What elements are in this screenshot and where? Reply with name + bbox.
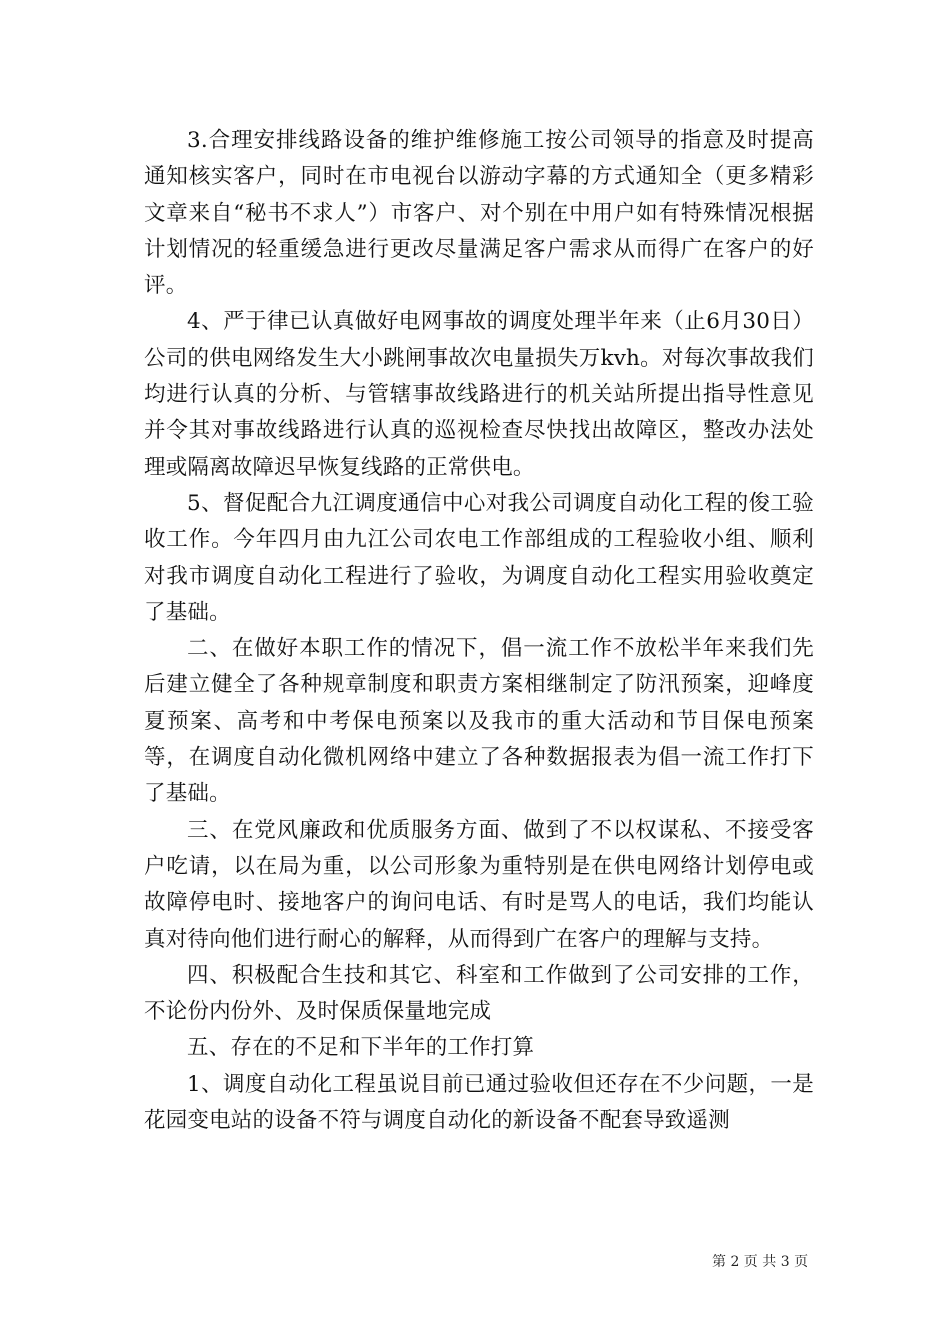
paragraph: 二、在做好本职工作的情况下，倡一流工作不放松半年来我们先后建立健全了各种规章制度和职责方案相继制定了防汛预案，迎峰度夏预案、高考和中考保电预案以及我市的重大活动和节目保电预案等，在调度自动化微机网络中建立了各种数据报表为倡一流工作打下了基础。 xyxy=(144,636,814,807)
paragraph: 四、积极配合生技和其它、科室和工作做到了公司安排的工作，不论份内份外、及时保质保量地完成 xyxy=(144,962,814,1025)
paragraph: 5、督促配合九江调度通信中心对我公司调度自动化工程的俊工验收工作。今年四月由九江公司农电工作部组成的工程验收小组、顺利对我市调度自动化工程进行了验收，为调度自动化工程实用验收奠定了基础。 xyxy=(144,490,814,625)
paragraph: 3.合理安排线路设备的维护维修施工按公司领导的指意及时提高通知核实客户，同时在市电视台以游动字幕的方式通知全（更多精彩文章来自“秘书不求人”）市客户、对个别在中用户如有特殊情况根据计划情况的轻重缓急进行更改尽量满足客户需求从而得广在客户的好评。 xyxy=(144,128,814,299)
document-body xyxy=(144,123,814,1139)
page-number-footer: 第 2 页 共 3 页 xyxy=(712,1254,809,1270)
paragraph: 4、严于律已认真做好电网事故的调度处理半年来（止6月30日）公司的供电网络发生大小跳闸事故次电量损失万kvh。对每次事故我们均进行认真的分析、与管辖事故线路进行的机关站所提出指导性意见并令其对事故线路进行认真的巡视检查尽快找出故障区，整改办法处理或隔离故障迟早恢复线路的正常供电。 xyxy=(144,309,814,480)
paragraph: 1、调度自动化工程虽说目前已通过验收但还存在不少问题，一是花园变电站的设备不符与调度自动化的新设备不配套导致遥测 xyxy=(144,1071,814,1134)
paragraph: 五、存在的不足和下半年的工作打算 xyxy=(187,1035,535,1061)
paragraph: 三、在党风廉政和优质服务方面、做到了不以权谋私、不接受客户吃请，以在局为重，以公司形象为重特别是在供电网络计划停电或故障停电时、接地客户的询问电话、有时是骂人的电话，我们均能认真对待向他们进行耐心的解释，从而得到广在客户的理解与支持。 xyxy=(144,817,814,952)
